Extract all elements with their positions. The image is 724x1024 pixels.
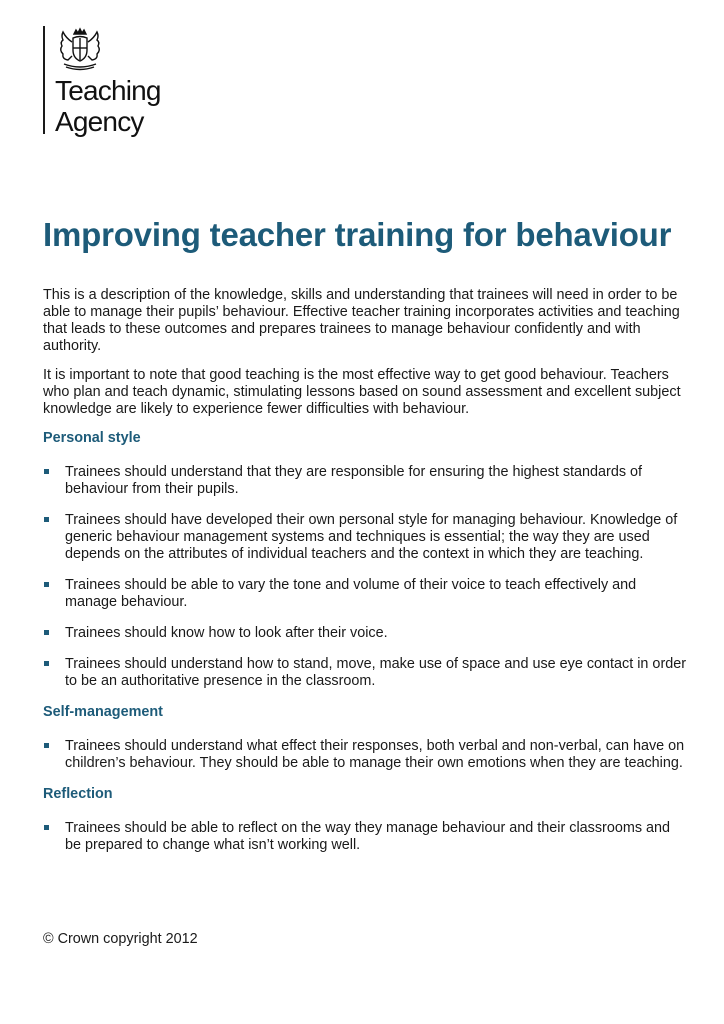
bullet-icon [44,582,49,587]
intro-paragraph: This is a description of the knowledge, skills and understanding that trainees will need in order to be able to manage their pupils’ behaviour. Effective teacher training incorporates activities and teaching that leads to these outcomes and prepares trainees to manage behaviour confidently and with authority. [43,287,680,354]
list-item-text: Trainees should have developed their own personal style for managing behaviour. Knowledge of generic behaviour management systems and techniques is essential; the way they are used depends on the attributes of individual teachers and the context in which they are teaching. [65,512,678,562]
list-item [43,656,688,690]
list-item [43,820,688,854]
list-item [43,512,688,563]
list-item [43,738,688,772]
logo-divider [43,26,45,134]
list-item-text: Trainees should understand how to stand, move, make use of space and use eye contact in order to be an authoritative presence in the classroom. [65,656,687,689]
royal-coat-of-arms-icon [54,26,106,72]
intro-paragraph: It is important to note that good teaching is the most effective way to get good behaviour. Teachers who plan and teach dynamic, stimulating lessons based on sound assessment and excellent subject knowledge are likely to experience fewer difficulties with behaviour. [43,367,681,417]
agency-name [55,75,161,137]
bullet-icon [44,469,49,474]
agency-name-line2: Agency [55,106,144,137]
bullet-icon [44,743,49,748]
list-item-text: Trainees should be able to vary the tone and volume of their voice to teach effectively and manage behaviour. [65,577,637,610]
agency-name-line1: Teaching [55,75,161,106]
self-management-list [43,738,688,772]
bullet-icon [44,517,49,522]
section-heading-self-management: Self-management [43,704,163,720]
reflection-list [43,820,688,854]
list-item-text: Trainees should understand that they are responsible for ensuring the highest standards of behaviour from their pupils. [65,464,643,497]
document-body [43,287,688,868]
list-item [43,577,688,611]
bullet-icon [44,630,49,635]
list-item [43,625,688,642]
list-item-text: Trainees should know how to look after their voice. [65,625,388,641]
page-title: Improving teacher training for behaviour [43,216,672,253]
list-item [43,464,688,498]
bullet-icon [44,661,49,666]
personal-style-list [43,464,688,690]
list-item-text: Trainees should understand what effect their responses, both verbal and non-verbal, can have on children’s behaviour. They should be able to manage their own emotions when they are teaching. [65,738,685,771]
bullet-icon [44,825,49,830]
list-item-text: Trainees should be able to reflect on the way they manage behaviour and their classrooms and be prepared to change what isn’t working well. [65,820,671,853]
copyright-footer: © Crown copyright 2012 [43,931,198,947]
section-heading-reflection: Reflection [43,786,113,802]
section-heading-personal-style: Personal style [43,430,141,446]
